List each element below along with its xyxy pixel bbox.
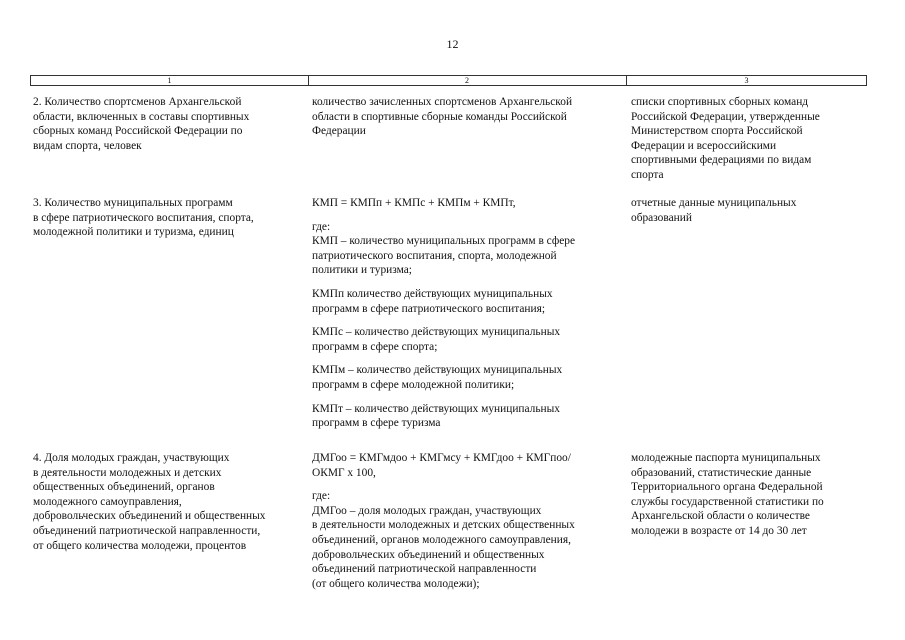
- formula-text: КМП = КМПп + КМПс + КМПм + КМПт,: [312, 197, 516, 209]
- row-3-formula: [312, 196, 612, 431]
- column-number-3: 3: [744, 76, 749, 85]
- source-text: молодежные паспорта муниципальных образований, статистические данные Территориального органа Федеральной службы государственной статистики по Архангельской области о количестве молодежи в возрасте от 14 до 30 лет: [631, 452, 824, 537]
- row-3-indicator: [33, 196, 308, 240]
- definition-kmpp: КМПп количество действующих муниципальных программ в сфере патриотического воспитания;: [312, 287, 553, 315]
- indicator-text: 2. Количество спортсменов Архангельской области, включенных в составы спортивных сборных команд Российской Федерации по видам спорта, человек: [33, 96, 250, 152]
- where-label: где:: [312, 220, 331, 233]
- source-text: списки спортивных сборных команд Российской Федерации, утвержденные Министерством спорта Российской Федерации и всероссийскими спортивными федерациями по видам спорта: [631, 96, 820, 181]
- indicator-text: 4. Доля молодых граждан, участвующих в деятельности молодежных и детских общественных объединений, органов молодежного самоуправления, добровольческих объединений и общественных объединений патриотической направленности, от общего количества молодежи, процентов: [33, 452, 266, 552]
- row-2-source: [631, 95, 861, 183]
- definition-kmps: КМПс – количество действующих муниципальных программ в сфере спорта;: [312, 326, 561, 353]
- page-number: 12: [446, 37, 459, 51]
- definition-kmp: КМП – количество муниципальных программ в сфере патриотического воспитания, спорта, молодежной политики и туризма;: [312, 235, 576, 277]
- row-4-source: [631, 451, 861, 539]
- definition-kmpt: КМПт – количество действующих муниципальных программ в сфере туризма: [312, 402, 560, 430]
- formula-text: ДМГоо = КМГмдоо + КМГмсу + КМГдоо + КМГпоо/ ОКМГ х 100,: [312, 452, 571, 479]
- row-4-formula: [312, 451, 612, 591]
- table-header-row: [30, 75, 867, 86]
- row-2-formula: [312, 95, 612, 139]
- row-3-source: [631, 196, 861, 225]
- column-number-1: 1: [31, 76, 309, 85]
- source-text: отчетные данные муниципальных образований: [631, 197, 797, 224]
- calculation-text: количество зачисленных спортсменов Архангельской области в спортивные сборные команды Российской Федерации: [312, 96, 573, 138]
- indicator-text: 3. Количество муниципальных программ в сфере патриотического воспитания, спорта, молодежной политики и туризма, единиц: [33, 197, 254, 239]
- row-2-indicator: [33, 95, 308, 153]
- row-4-indicator: [33, 451, 308, 553]
- definition-kmpm: КМПм – количество действующих муниципальных программ в сфере молодежной политики;: [312, 364, 563, 391]
- definition-dmgoo: ДМГоо – доля молодых граждан, участвующих в деятельности молодежных и детских общественных объединений, органов молодежного самоуправления, добровольческих объединений и общественных объединений патриотической направленности (от общего количества молодежи);: [312, 504, 575, 590]
- column-number-2: 2: [308, 76, 627, 85]
- where-label: где:: [312, 490, 331, 503]
